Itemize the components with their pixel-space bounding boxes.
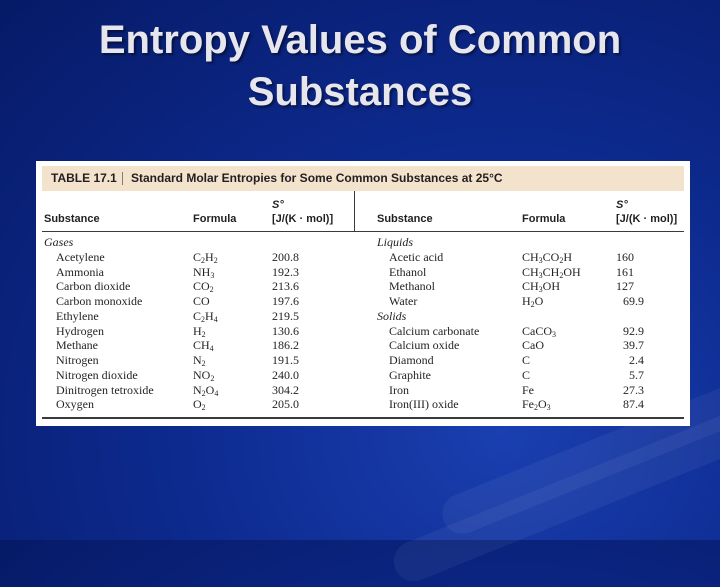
entropy-value: 192.3: [272, 264, 299, 279]
substance-name: Ethanol: [389, 264, 427, 279]
bottom-rule: [42, 417, 684, 419]
entropy-value: 205.0: [272, 397, 299, 412]
slide-title-line-2: Substances: [247, 70, 473, 114]
substance-name: Nitrogen dioxide: [56, 367, 138, 382]
substance-name: Carbon monoxide: [56, 294, 143, 308]
substance-formula: $CH_3CH_2OH$: [522, 264, 581, 280]
column-divider: [354, 191, 355, 231]
entropy-value: 213.6: [272, 279, 299, 294]
entropy-value: 5.7: [629, 367, 644, 382]
section-label-liquids: Liquids: [377, 235, 414, 249]
slide-title-line-1: Entropy Values of Common: [98, 18, 622, 62]
substance-name: Water: [389, 294, 418, 308]
substance-formula: $O_2$: [193, 397, 206, 413]
substance-name: Acetylene: [56, 249, 105, 264]
substance-name: Calcium oxide: [389, 338, 460, 353]
entropy-value: 130.6: [272, 323, 299, 338]
substance-formula: C: [522, 353, 531, 367]
substance-name: Graphite: [389, 367, 431, 382]
substance-name: Dinitrogen tetroxide: [56, 382, 154, 397]
header-entropy-symbol: S°: [616, 199, 628, 211]
substance-name: Nitrogen: [56, 353, 99, 367]
entropy-value: 92.9: [623, 323, 644, 338]
substance-formula: $CH_3OH$: [522, 279, 561, 295]
substance-name: Hydrogen: [56, 323, 104, 338]
entropy-value: 161: [616, 264, 634, 279]
entropy-value: 240.0: [272, 367, 299, 382]
table-number: TABLE 17.1: [51, 171, 117, 185]
header-entropy-unit: [J/(K · mol)]: [272, 213, 334, 225]
substance-formula: $C_2H_2$: [193, 249, 218, 265]
substance-name: Methane: [56, 338, 98, 353]
substance-formula: $CH_3CO_2H$: [522, 249, 573, 265]
substance-name: Acetic acid: [389, 249, 444, 264]
entropy-value: 27.3: [623, 382, 644, 397]
substance-formula: $NO_2$: [193, 367, 215, 383]
entropy-value: 160: [616, 249, 634, 264]
entropy-value: 69.9: [623, 294, 644, 308]
entropy-value: 219.5: [272, 308, 299, 323]
header-rule: [42, 231, 684, 232]
entropy-value: 87.4: [623, 397, 644, 412]
substance-formula: $Fe_2O_3$: [522, 397, 551, 413]
section-label-gases: Gases: [44, 235, 74, 249]
entropy-value: 304.2: [272, 382, 299, 397]
substance-name: Ammonia: [56, 264, 104, 279]
caption-divider: [122, 172, 123, 185]
substance-formula: $NH_3$: [193, 264, 215, 280]
substance-formula: CO: [193, 294, 210, 308]
substance-formula: $H_2O$: [522, 294, 544, 309]
substance-formula: Fe: [522, 382, 534, 397]
substance-name: Carbon dioxide: [56, 279, 131, 294]
entropy-value: 2.4: [629, 353, 644, 367]
substance-formula: $C_2H_4$: [193, 308, 218, 324]
table-title: Standard Molar Entropies for Some Common Substances at 25°C: [131, 171, 503, 185]
substance-formula: $N_2O_4$: [193, 382, 219, 398]
substance-name: Iron: [389, 382, 409, 397]
substance-name: Iron(III) oxide: [389, 397, 459, 412]
section-label-solids: Solids: [377, 308, 407, 323]
entropy-value: 186.2: [272, 338, 299, 353]
substance-formula: $CO_2$: [193, 279, 214, 295]
entropy-value: 197.6: [272, 294, 299, 308]
substance-formula: $CH_4$: [193, 338, 214, 354]
substance-name: Methanol: [389, 279, 435, 294]
entropy-value: 127: [616, 279, 634, 294]
substance-formula: C: [522, 367, 531, 382]
substance-name: Diamond: [389, 353, 434, 367]
substance-formula: CaO: [522, 338, 544, 353]
table-caption: [42, 166, 684, 191]
header-substance: Substance: [377, 213, 433, 225]
header-substance: Substance: [44, 213, 100, 225]
substance-formula: $N_2$: [193, 353, 206, 368]
entropy-table: [36, 161, 690, 426]
entropy-value: 200.8: [272, 249, 299, 264]
substance-formula: $H_2$: [193, 323, 206, 339]
entropy-value: 191.5: [272, 353, 299, 367]
header-formula: Formula: [193, 213, 237, 225]
header-formula: Formula: [522, 213, 566, 225]
substance-name: Oxygen: [56, 397, 94, 412]
substance-formula: CaCO$_3$: [522, 323, 556, 339]
slide-title: [0, 14, 720, 118]
entropy-value: 39.7: [623, 338, 644, 353]
header-entropy-unit: [J/(K · mol)]: [616, 213, 678, 225]
header-entropy-symbol: S°: [272, 199, 284, 211]
substance-name: Calcium carbonate: [389, 323, 480, 338]
substance-name: Ethylene: [56, 308, 99, 323]
